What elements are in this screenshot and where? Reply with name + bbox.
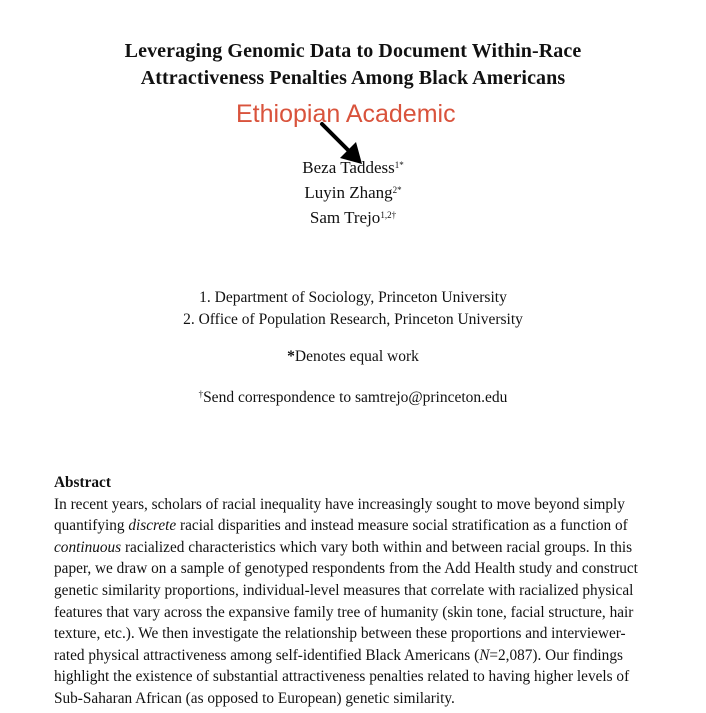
abstract-text-run: racialized characteristics which vary both within and between racial groups. In this xyxy=(121,538,633,556)
equal-work-marker: * xyxy=(287,348,295,365)
annotation-label: Ethiopian Academic xyxy=(236,100,456,128)
author-1 xyxy=(0,155,706,180)
abstract-line xyxy=(54,580,684,602)
abstract-line xyxy=(54,645,684,667)
author-list xyxy=(0,155,706,230)
abstract-line xyxy=(54,537,684,559)
abstract-text-run: quantifying xyxy=(54,517,129,535)
author-name: Sam Trejo xyxy=(309,208,381,227)
abstract-body xyxy=(54,494,684,710)
correspondence-note xyxy=(0,389,706,407)
abstract-text-run: Sub-Saharan African (as opposed to European) genetic similarity. xyxy=(54,689,455,707)
affiliation-2: 2. Office of Population Research, Princeton University xyxy=(183,311,523,328)
equal-work-note xyxy=(0,348,706,366)
author-2 xyxy=(0,180,706,205)
abstract-line xyxy=(54,494,684,516)
author-affiliation-marker: 2* xyxy=(392,185,402,195)
equal-work-text: Denotes equal work xyxy=(294,348,419,365)
abstract-line xyxy=(54,602,684,624)
abstract-line xyxy=(54,515,684,537)
author-3 xyxy=(0,205,706,230)
abstract-text-run: paper, we draw on a sample of genotyped respondents from the Add Health study and construct xyxy=(54,560,638,578)
abstract-line xyxy=(54,558,684,580)
abstract-text-run: highlight the existence of substantial attractiveness penalties related to having higher levels of xyxy=(54,668,630,686)
title-line-2: Attractiveness Penalties Among Black Americans xyxy=(140,67,566,89)
abstract-text-run: In recent years, scholars of racial inequality have increasingly sought to move beyond simply xyxy=(54,495,625,513)
abstract-italic-run: N xyxy=(479,646,490,664)
affiliations xyxy=(0,287,706,331)
abstract-text-run: rated physical attractiveness among self-identified Black Americans ( xyxy=(54,646,480,664)
title-line-1: Leveraging Genomic Data to Document Within-Race xyxy=(124,40,582,62)
abstract-line xyxy=(54,623,684,645)
correspondence-marker: † xyxy=(198,389,204,399)
correspondence-text: Send correspondence to samtrejo@princeton.edu xyxy=(203,389,508,406)
abstract-italic-run: continuous xyxy=(54,538,122,556)
author-name: Beza Taddess xyxy=(302,158,395,177)
abstract-text-run: genetic similarity proportions, individual-level measures that correlate with racialized physical xyxy=(54,581,634,599)
abstract-text-run: racial disparities and instead measure social stratification as a function of xyxy=(176,517,628,535)
abstract-line xyxy=(54,666,684,688)
abstract-line xyxy=(54,688,684,710)
abstract-italic-run: discrete xyxy=(128,517,177,535)
abstract-text-run: texture, etc.). We then investigate the relationship between these proportions and interviewer- xyxy=(54,625,626,643)
author-affiliation-marker: 1,2† xyxy=(380,210,397,220)
paper-title xyxy=(0,38,706,92)
abstract-section xyxy=(54,472,684,710)
author-name: Luyin Zhang xyxy=(304,183,393,202)
abstract-text-run: =2,087). Our findings xyxy=(489,646,623,664)
abstract-heading: Abstract xyxy=(54,474,111,491)
author-affiliation-marker: 1* xyxy=(394,160,404,170)
affiliation-1: 1. Department of Sociology, Princeton University xyxy=(199,289,507,306)
abstract-text-run: features that vary across the expansive family tree of humanity (skin tone, facial structure, hair xyxy=(54,603,634,621)
